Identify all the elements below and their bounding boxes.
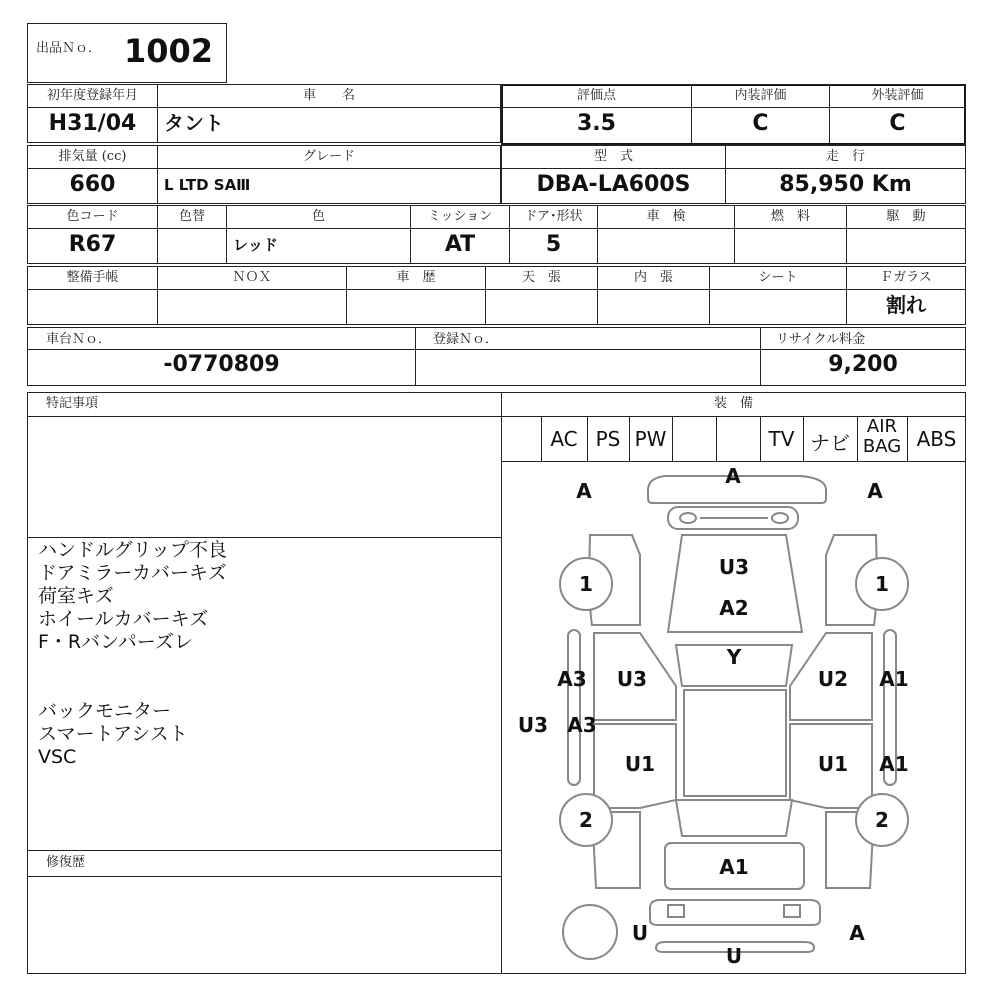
displacement-label: 排気量 (cc)	[58, 149, 127, 164]
seat-cell	[709, 289, 847, 325]
color-label: 色	[311, 209, 325, 224]
damage-hood-lower: A2	[719, 596, 749, 620]
damage-tailgate: A1	[719, 855, 749, 879]
first-reg-label: 初年度登録年月	[46, 88, 138, 103]
repaint-cell	[157, 228, 227, 264]
nox-cell	[157, 289, 347, 325]
damage-right-rear-quarter: A1	[879, 752, 909, 776]
model-value: DBA-LA600S	[536, 172, 691, 197]
equip-ps: PS	[595, 427, 621, 451]
nox-label: ＮＯＸ	[232, 270, 272, 285]
row5-divider	[27, 349, 966, 350]
repair-divider-bottom	[27, 876, 502, 877]
fuel-cell	[734, 228, 847, 264]
exterior-value: C	[889, 111, 906, 136]
inspection-cell	[597, 228, 735, 264]
first-reg-value: H31/04	[48, 111, 137, 136]
seat-label: シート	[758, 270, 798, 285]
option-line: VSC	[38, 746, 77, 768]
repair-divider-top	[27, 850, 502, 851]
damage-hood-upper: U3	[718, 555, 750, 579]
damage-left-rear-a: U3	[517, 713, 549, 737]
damage-left-front-fender: A3	[557, 667, 587, 691]
registration-label: 登録Ｎｏ．	[433, 332, 499, 347]
model-label: 型 式	[593, 149, 633, 164]
roof-label: 天 張	[521, 270, 561, 285]
note-line: ホイールカバーキズ	[38, 608, 209, 630]
inspection-label: 車 検	[646, 209, 686, 224]
damage-windshield: Y	[726, 645, 742, 669]
maintenance-cell	[27, 289, 158, 325]
equip-ac: AC	[550, 427, 578, 451]
grade-value: L LTD SAⅢ	[164, 176, 251, 194]
equip-airbag-line1: AIR	[866, 416, 898, 437]
fglass-value: 割れ	[886, 293, 926, 317]
spare-tire	[563, 905, 617, 959]
history-label: 車 歴	[396, 270, 436, 285]
color-code-value: R67	[68, 232, 117, 257]
equip-airbag-line2: BAG	[862, 436, 902, 457]
rear-glass-outline	[676, 800, 792, 836]
damage-front-bumper: A	[725, 464, 741, 488]
damage-rear-bumper-left: U	[631, 921, 649, 945]
grade-label: グレード	[302, 149, 355, 164]
damage-right-rear-door: U1	[817, 752, 849, 776]
notes-section	[27, 392, 502, 974]
transmission-value: AT	[444, 232, 476, 257]
note-line: F・Rバンパーズレ	[38, 631, 193, 653]
car-name-value: タント	[164, 111, 224, 135]
chassis-label: 車台Ｎｏ．	[46, 332, 112, 347]
fuel-label: 燃 料	[770, 209, 810, 224]
wheel-code-fr: 1	[875, 572, 889, 596]
damage-left-rear-door: U1	[624, 752, 656, 776]
drive-label: 駆 動	[886, 209, 926, 224]
option-line: バックモニター	[38, 700, 172, 722]
roof-outline	[684, 690, 786, 796]
score-value: 3.5	[577, 111, 616, 136]
notes-header-divider	[27, 416, 502, 417]
history-cell	[346, 289, 486, 325]
equip-abs: ABS	[916, 427, 957, 451]
damage-front-left: A	[576, 479, 592, 503]
damage-right-front-door: U2	[817, 667, 849, 691]
recycle-label: リサイクル料金	[776, 332, 866, 347]
car-name-label: 車 名	[302, 88, 355, 103]
note-line: 荷室キズ	[38, 585, 114, 607]
note-line: ドアミラーカバーキズ	[38, 562, 227, 584]
wheel-code-rr: 2	[875, 808, 889, 832]
wheel-code-fl: 1	[579, 572, 593, 596]
displacement-value: 660	[69, 172, 116, 197]
damage-left-rear-b: A3	[567, 713, 597, 737]
doors-value: 5	[545, 232, 562, 257]
color-value: レッド	[233, 236, 278, 254]
maintenance-label: 整備手帳	[66, 270, 119, 285]
drive-cell	[846, 228, 966, 264]
wheel-code-rl: 2	[579, 808, 593, 832]
damage-right-front-fender: A1	[879, 667, 909, 691]
rear-bumper-outline	[650, 900, 820, 925]
transmission-label: ミッション	[427, 209, 493, 224]
lot-number-label: 出品Ｎｏ．	[36, 41, 102, 56]
fglass-label: Ｆガラス	[880, 270, 932, 285]
car-damage-diagram	[501, 462, 966, 974]
equip-tv: TV	[768, 427, 795, 451]
equip-divider	[716, 416, 717, 461]
score-label: 評価点	[576, 88, 616, 103]
damage-front-right: A	[867, 479, 883, 503]
chassis-value: -0770809	[163, 352, 280, 377]
damage-left-front-door: U3	[616, 667, 648, 691]
equipment-label: 装 備	[713, 396, 753, 411]
interior-value: C	[752, 111, 769, 136]
damage-rear-bumper: U	[725, 944, 743, 968]
notes-label: 特記事項	[46, 396, 99, 411]
interior-trim-cell	[597, 289, 710, 325]
note-line: ハンドルグリップ不良	[38, 539, 227, 561]
damage-rear-right: A	[849, 921, 865, 945]
mileage-value: 85,950 Km	[779, 172, 912, 197]
lot-number: 1002	[124, 32, 214, 70]
interior-trim-label: 内 張	[633, 270, 673, 285]
recycle-value: 9,200	[828, 352, 898, 377]
option-line: スマートアシスト	[38, 723, 188, 745]
notes-mid-divider	[27, 537, 502, 538]
repair-label: 修復歴	[46, 855, 86, 870]
repaint-label: 色替	[178, 209, 205, 224]
doors-label: ドア･形状	[524, 209, 583, 224]
roof-cell	[485, 289, 598, 325]
color-code-label: 色コード	[66, 209, 119, 224]
interior-label: 内装評価	[734, 88, 787, 103]
equip-divider	[672, 416, 673, 461]
equip-navi: ナビ	[810, 431, 850, 455]
exterior-label: 外装評価	[871, 88, 924, 103]
equip-pw: PW	[634, 427, 667, 451]
mileage-label: 走 行	[825, 149, 865, 164]
